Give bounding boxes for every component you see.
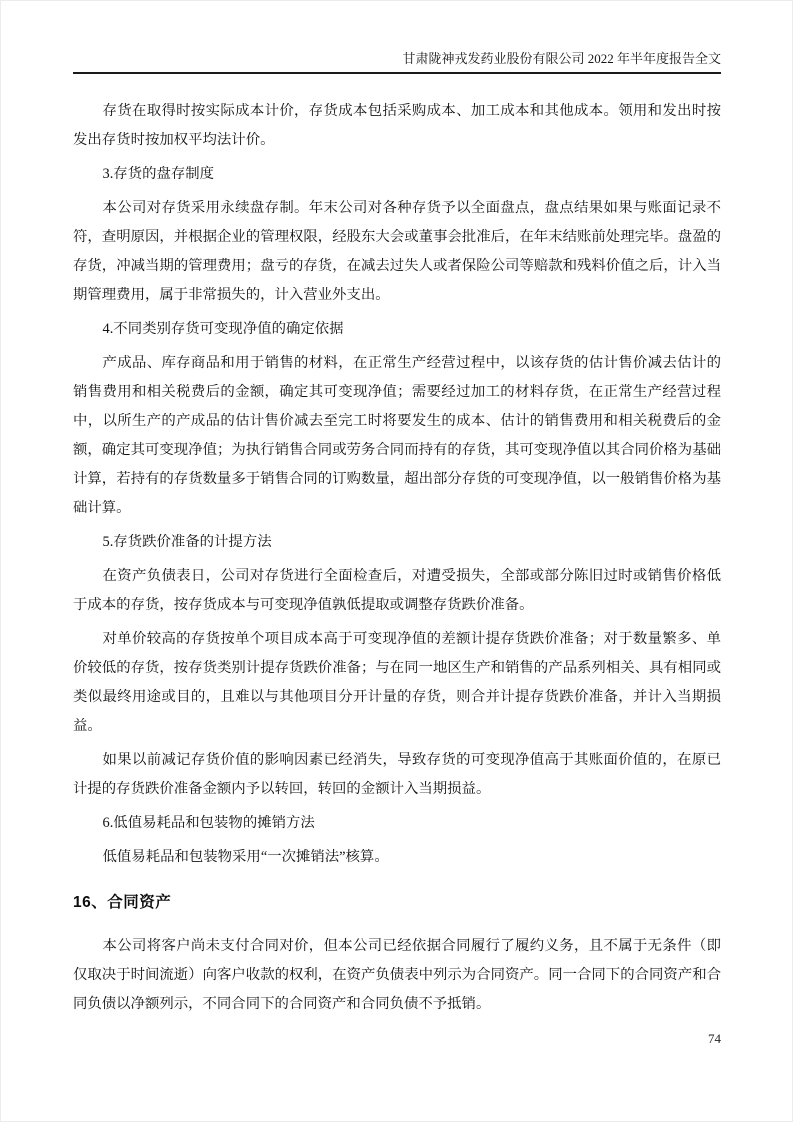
paragraph: 如果以前减记存货价值的影响因素已经消失，导致存货的可变现净值高于其账面价值的，在原已计提的存货跌价准备金额内予以转回，转回的金额计入当期损益。 xyxy=(73,752,721,797)
page-number: 74 xyxy=(708,1031,721,1046)
paragraph: 存货在取得时按实际成本计价，存货成本包括采购成本、加工成本和其他成本。领用和发出时按发出存货时按加权平均法计价。 xyxy=(73,103,721,148)
section-heading-contract-assets: 16、合同资产 xyxy=(73,894,172,911)
numbered-item: 3.存货的盘存制度 xyxy=(102,166,215,182)
numbered-item: 4.不同类别存货可变现净值的确定依据 xyxy=(102,321,344,337)
paragraph: 在资产负债表日，公司对存货进行全面检查后，对遭受损失，全部或部分陈旧过时或销售价格低于成本的存货，按存货成本与可变现净值孰低提取或调整存货跌价准备。 xyxy=(73,568,721,613)
paragraph: 本公司将客户尚未支付合同对价，但本公司已经依据合同履行了履约义务，且不属于无条件（即仅取决于时间流逝）向客户收款的权利，在资产负债表中列示为合同资产。同一合同下的合同资产和合同负债以净额列示，不同合同下的合同资产和合同负债不予抵销。 xyxy=(73,938,721,1012)
numbered-item: 6.低值易耗品和包装物的摊销方法 xyxy=(102,815,315,831)
report-header-title: 甘肃陇神戎发药业股份有限公司 2022 年半年度报告全文 xyxy=(73,0,721,74)
document-body xyxy=(73,97,721,1024)
page-header xyxy=(73,0,721,74)
paragraph: 产成品、库存商品和用于销售的材料，在正常生产经营过程中，以该存货的估计售价减去估计的销售费用和相关税费后的金额，确定其可变现净值；需要经过加工的材料存货，在正常生产经营过程中，以所生产的产成品的估计售价减去至完工时将要发生的成本、估计的销售费用和相关税费后的金额，确定其可变现净值；为执行销售合同或劳务合同而持有的存货，其可变现净值以其合同价格为基础计算，若持有的存货数量多于销售合同的订购数量，超出部分存货的可变现净值，以一般销售价格为基础计算。 xyxy=(73,355,721,516)
numbered-item: 5.存货跌价准备的计提方法 xyxy=(102,534,272,550)
paragraph: 低值易耗品和包装物采用“一次摊销法”核算。 xyxy=(102,849,389,865)
paragraph: 本公司对存货采用永续盘存制。年末公司对各种存货予以全面盘点，盘点结果如果与账面记录不符，查明原因，并根据企业的管理权限，经股东大会或董事会批准后，在年末结账前处理完毕。盘盈的存货，冲减当期的管理费用；盘亏的存货，在减去过失人或者保险公司等赔款和残料价值之后，计入当期管理费用，属于非常损失的，计入营业外支出。 xyxy=(73,200,721,303)
paragraph: 对单价较高的存货按单个项目成本高于可变现净值的差额计提存货跌价准备；对于数量繁多、单价较低的存货，按存货类别计提存货跌价准备；与在同一地区生产和销售的产品系列相关、具有相同或类似最终用途或目的，且难以与其他项目分开计量的存货，则合并计提存货跌价准备，并计入当期损益。 xyxy=(73,631,721,734)
